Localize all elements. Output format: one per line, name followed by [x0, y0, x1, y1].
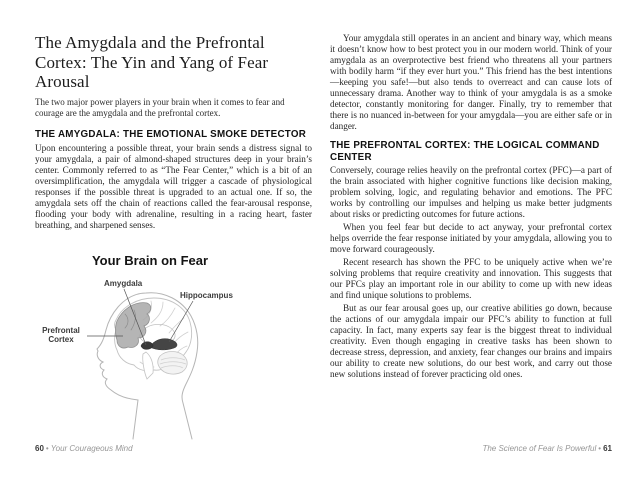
- right-page: [330, 31, 612, 380]
- brain-diagram: [30, 276, 270, 444]
- right-page-number: 61: [603, 444, 612, 453]
- paragraph: Your amygdala still operates in an ancient and binary way, which means it doesn’t know how to best protect you in our modern world. Think of your amygdala as an overprotective best friend who threatens all your partners with bodily harm “if they ever hurt you.” This friend has the best intentions—keeping you safe!—but also tends to overreact and can cause lots of unnecessary drama. Another way to think of your amygdala is as a smoke detector, constantly monitoring for danger. Finally, try to remember that there is no nuanced in-between for your amygdala—you are either safe or in danger.: [330, 33, 612, 131]
- paragraph: But as our fear arousal goes up, our creative abilities go down, because the actions of our amygdala impair our PFC’s ability to function at full capacity. In fact, many experts say fear is the biggest threat to individual creativity. Even though engaging in creative tasks has been shown to decrease stress, depression, and anxiety, fear changes our brains and impairs our ability to create new solutions, do our best work, and carry out those new solutions instead of forever practicing old ones.: [330, 303, 612, 379]
- paragraph: When you feel fear but decide to act anyway, your prefrontal cortex helps override the fear response initiated by your amygdala, allowing you to move forward courageously.: [330, 222, 612, 254]
- paragraph: Recent research has shown the PFC to be uniquely active when we’re solving problems that require creativity and innovation. This suggests that our PFCs play an important role in our ability to come up with new ideas and find unique solutions to problems.: [330, 257, 612, 300]
- left-page-number: 60: [35, 444, 44, 453]
- amygdala-shape: [141, 342, 153, 350]
- section-heading-amygdala: THE AMYGDALA: THE EMOTIONAL SMOKE DETECTOR: [35, 128, 307, 140]
- left-page-footer: [35, 444, 133, 454]
- page-title-line: Cortex: The Yin and Yang of Fear: [35, 52, 269, 72]
- book-title: Your Courageous Mind: [50, 444, 133, 453]
- left-page: [35, 33, 312, 231]
- chapter-title: The Science of Fear Is Powerful: [482, 444, 597, 453]
- footer-separator: •: [598, 444, 602, 453]
- brain-figure: [30, 253, 270, 443]
- page-title-line: The Amygdala and the Prefrontal: [35, 33, 265, 52]
- brain-diagram-graphic: [30, 276, 270, 444]
- paragraph: Conversely, courage relies heavily on the prefrontal cortex (PFC)—a part of the brain associated with higher cognitive functions like decision making, problem solving, logic, and regulating behavior and emotions. The PFC works by controlling our impulses and helping us make better judgments about risks or predicting outcomes for future actions.: [330, 165, 612, 219]
- page-title: [35, 33, 312, 92]
- paragraph: Upon encountering a possible threat, your brain sends a distress signal to your amygdala, a pair of almond-shaped structures deep in your brain’s center. Commonly referred to as “The Fear Center,” which is a bit of an oversimplification, the amygdala will trigger a cascade of physiological responses if the possible threat is upgraded to an actual one. If so, the amygdala sets off the chain of reactions called the fear-arousal response, flooding your body with adrenaline, resulting in a racing heart, faster breathing, and sharpened senses.: [35, 143, 312, 230]
- hippocampus-label: Hippocampus: [180, 291, 233, 300]
- section-heading-prefrontal: THE PREFRONTAL CORTEX: THE LOGICAL COMMAND CENTER: [330, 140, 600, 163]
- chapter-deck: The two major power players in your brain when it comes to fear and courage are the amygdala and the prefrontal cortex.: [35, 96, 285, 118]
- page-title-line: Arousal: [35, 72, 90, 91]
- right-page-footer: [482, 444, 612, 454]
- prefrontal-cortex-label: Prefrontal Cortex: [42, 326, 80, 344]
- amygdala-label: Amygdala: [104, 279, 143, 288]
- section-body: [330, 165, 612, 380]
- figure-title: Your Brain on Fear: [91, 253, 209, 268]
- footer-separator: •: [45, 444, 49, 453]
